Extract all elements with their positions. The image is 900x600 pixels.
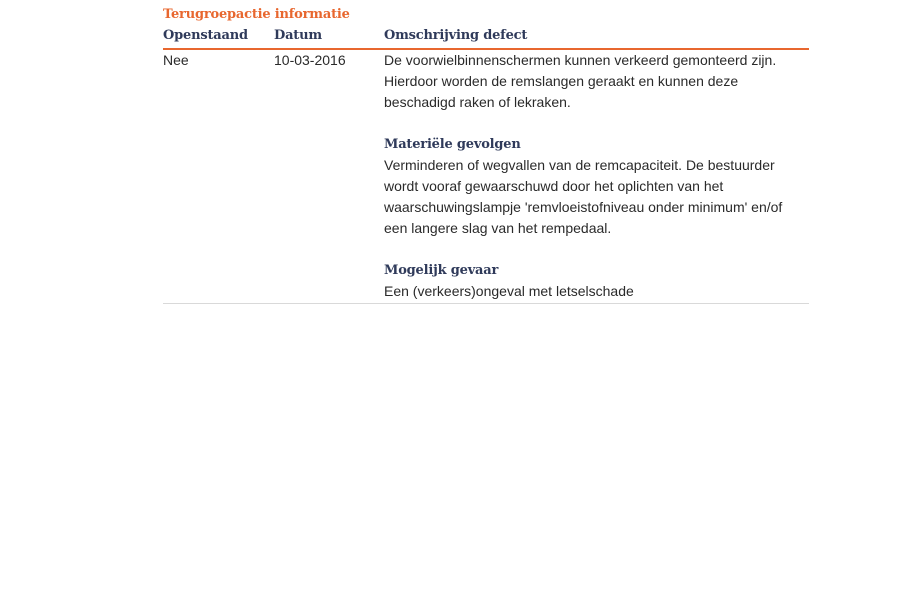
description-cell: [384, 50, 809, 302]
open-value: Nee: [163, 52, 189, 68]
consequences-text: Verminderen of wegvallen van de remcapaciteit. De bestuurder wordt vooraf gewaarschuwd door het oplichten van het waarschuwingslampje 'remvloeistofniveau onder minimum' en/of een langere slag van het rempedaal.: [384, 157, 783, 236]
table-header: [163, 24, 809, 50]
date-value: 10-03-2016: [274, 52, 346, 68]
recall-info-section: [163, 6, 809, 304]
defect-description: De voorwielbinnenschermen kunnen verkeerd gemonteerd zijn. Hierdoor worden de remslangen geraakt en kunnen deze beschadigd raken of lekraken.: [384, 52, 777, 110]
consequences-heading: Materiële gevolgen: [384, 137, 521, 152]
header-open: Openstaand: [163, 28, 248, 43]
section-title: Terugroepactie informatie: [163, 7, 350, 22]
header-description: Omschrijving defect: [384, 28, 528, 43]
danger-heading: Mogelijk gevaar: [384, 263, 499, 278]
header-date: Datum: [274, 28, 322, 43]
table-row: [163, 50, 809, 304]
danger-text: Een (verkeers)ongeval met letselschade: [384, 283, 634, 299]
